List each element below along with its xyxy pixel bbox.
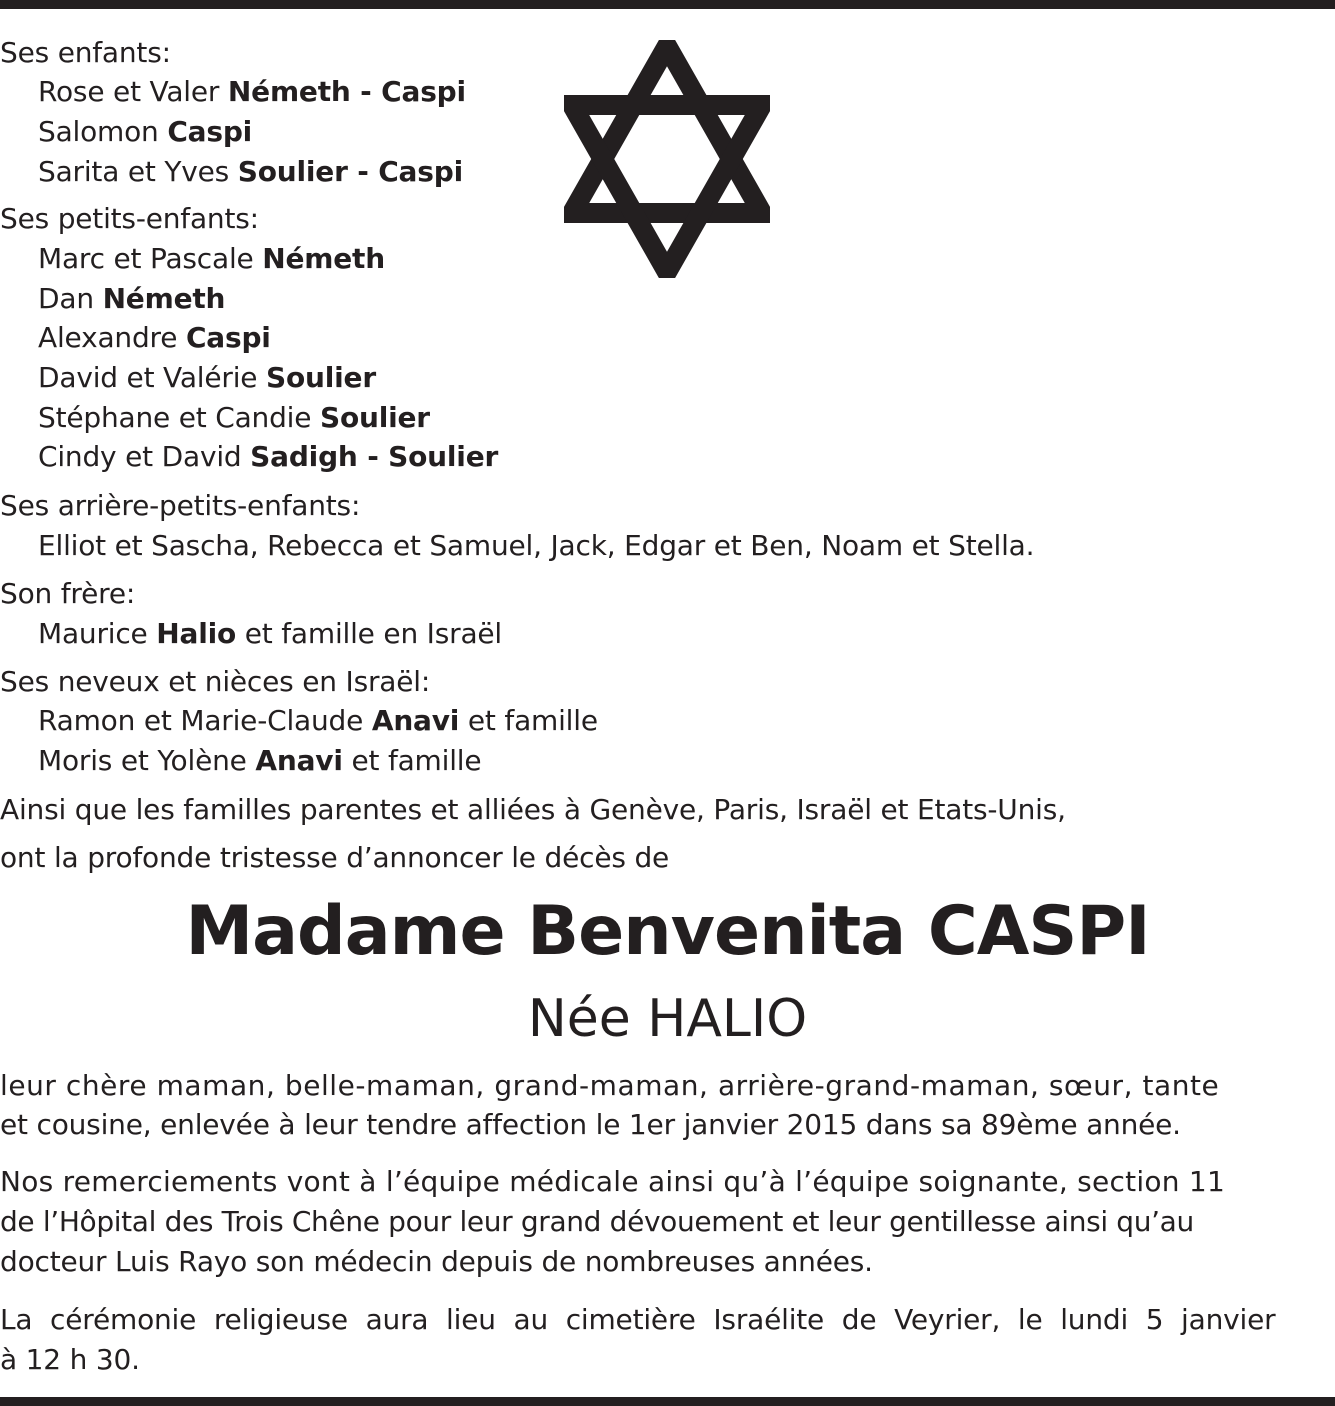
tribute-line: leur chère maman, belle-maman, grand-maman, arrière-grand-maman, sœur, tante — [0, 1069, 1220, 1102]
thanks-line: docteur Luis Rayo son médecin depuis de nombreuses années. — [0, 1245, 873, 1278]
child-line: Rose et Valer Németh - Caspi — [38, 75, 466, 108]
star-of-david-icon — [564, 40, 770, 278]
nephew-line: Moris et Yolène Anavi et famille — [38, 744, 482, 777]
deceased-name: Madame Benvenita CASPI — [185, 892, 1150, 971]
maiden-name: Née HALIO — [527, 989, 808, 1049]
top-rule — [0, 0, 1335, 9]
thanks-line: Nos remerciements vont à l’équipe médicale ainsi qu’à l’équipe soignante, section 11 — [0, 1165, 1226, 1198]
children-heading: Ses enfants: — [0, 36, 171, 69]
grandchild-line: Dan Németh — [38, 282, 226, 315]
great-grandchildren-heading: Ses arrière-petits-enfants: — [0, 489, 361, 522]
thanks-line: de l’Hôpital des Trois Chêne pour leur grand dévouement et leur gentillesse ainsi qu’au — [0, 1205, 1194, 1238]
grandchild-line: Alexandre Caspi — [38, 321, 271, 354]
grandchild-line: Cindy et David Sadigh - Soulier — [38, 440, 499, 473]
tribute-line: et cousine, enlevée à leur tendre affection le 1er janvier 2015 dans sa 89ème année. — [0, 1108, 1181, 1141]
child-line: Sarita et Yves Soulier - Caspi — [38, 155, 463, 188]
ceremony-line: à 12 h 30. — [0, 1343, 140, 1376]
announcement-line: ont la profonde tristesse d’annoncer le décès de — [0, 841, 670, 874]
nephews-heading: Ses neveux et nièces en Israël: — [0, 665, 431, 698]
brother-heading: Son frère: — [0, 577, 136, 610]
families-line: Ainsi que les familles parentes et alliées à Genève, Paris, Israël et Etats-Unis, — [0, 793, 1066, 826]
brother-line: Maurice Halio et famille en Israël — [38, 617, 503, 650]
grandchildren-heading: Ses petits-enfants: — [0, 202, 259, 235]
grandchild-line: David et Valérie Soulier — [38, 361, 376, 394]
grandchild-line: Marc et Pascale Németh — [38, 242, 385, 275]
nephew-line: Ramon et Marie-Claude Anavi et famille — [38, 704, 598, 737]
bottom-rule — [0, 1397, 1335, 1406]
child-line: Salomon Caspi — [38, 115, 253, 148]
great-grandchildren-list: Elliot et Sascha, Rebecca et Samuel, Jack, Edgar et Ben, Noam et Stella. — [38, 529, 1035, 562]
ceremony-line: La cérémonie religieuse aura lieu au cimetière Israélite de Veyrier, le lundi 5 janvier — [0, 1303, 1276, 1336]
grandchild-line: Stéphane et Candie Soulier — [38, 401, 430, 434]
